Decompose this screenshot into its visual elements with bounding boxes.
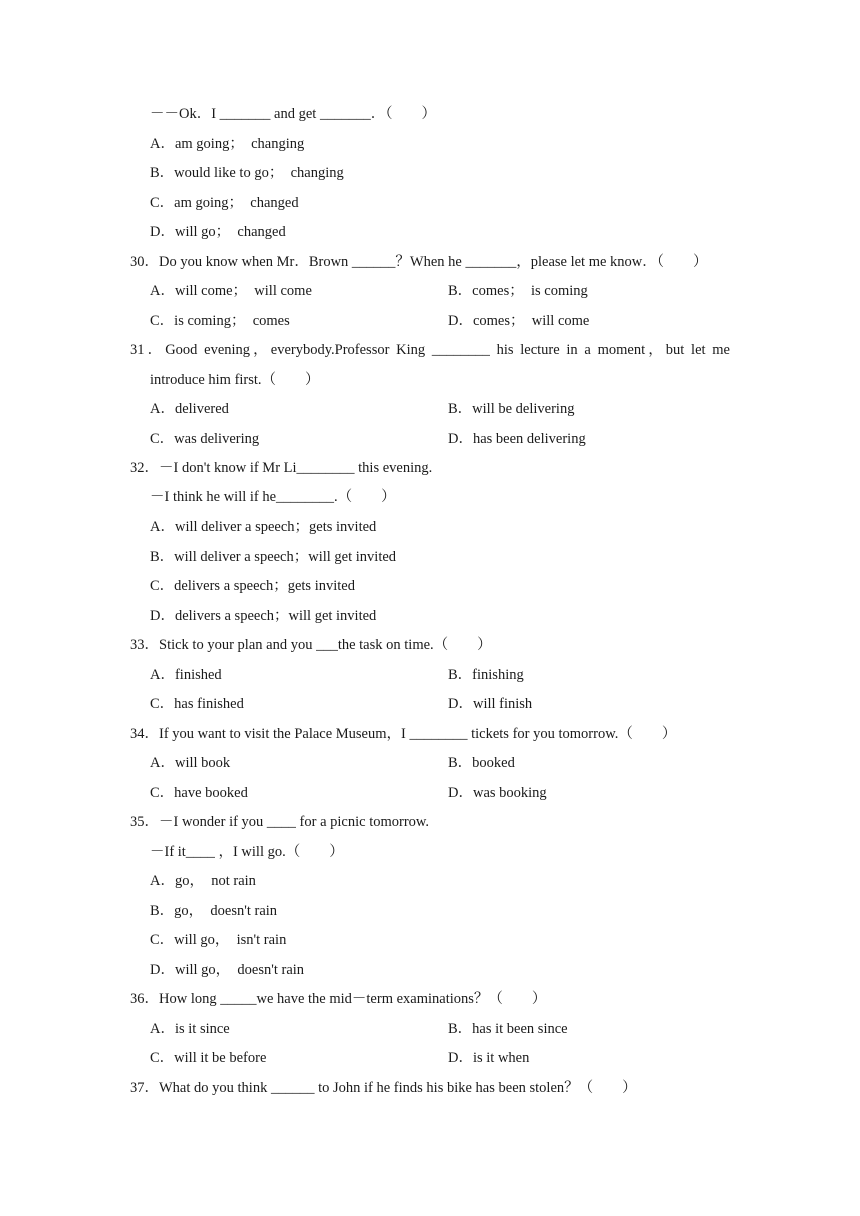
q32-stem-continued: －I think he will if he________.（ ）: [150, 489, 396, 505]
q36-option-c: C．will it be before: [150, 1050, 267, 1066]
q31-stem: 31．Good evening，everybody.Professor King ________ his lecture in a moment，but let me: [130, 342, 730, 358]
q32-option-a: A．will deliver a speech；gets invited: [150, 519, 377, 535]
q30-stem: 30．Do you know when Mr．Brown ______？When he _______，please let me know．（ ）: [130, 254, 708, 270]
q34-option-b: B．booked: [448, 755, 515, 771]
q29-option-d: D．will go； changed: [150, 224, 286, 240]
q34-option-a: A．will book: [150, 755, 231, 771]
q32-option-d: D．delivers a speech；will get invited: [150, 608, 377, 624]
q35-option-b: B．go， doesn't rain: [150, 903, 278, 919]
q36-option-a: A．is it since: [150, 1021, 230, 1037]
q30-option-d: D．comes； will come: [448, 313, 590, 329]
q36-option-b: B．has it been since: [448, 1021, 568, 1037]
q30-option-a: A．will come； will come: [150, 283, 312, 299]
q32-option-c: C．delivers a speech；gets invited: [150, 578, 355, 594]
q35-stem: 35．－I wonder if you ____ for a picnic tomorrow.: [130, 814, 430, 830]
q31-option-b: B．will be delivering: [448, 401, 575, 417]
q32-stem: 32．－I don't know if Mr Li________ this evening.: [130, 460, 433, 476]
q29-option-c: C．am going； changed: [150, 195, 299, 211]
q29-option-b: B．would like to go； changing: [150, 165, 344, 181]
q29-option-a: A．am going； changing: [150, 136, 305, 152]
q31-stem-continued: introduce him first.（ ）: [150, 372, 320, 388]
q33-stem: 33．Stick to your plan and you ___the task on time.（ ）: [130, 637, 492, 653]
q36-stem: 36．How long _____we have the mid－term examinations？（ ）: [130, 991, 547, 1007]
q36-option-d: D．is it when: [448, 1050, 530, 1066]
q35-option-a: A．go， not rain: [150, 873, 256, 889]
q33-option-d: D．will finish: [448, 696, 533, 712]
q35-option-d: D．will go， doesn't rain: [150, 962, 305, 978]
q31-option-a: A．delivered: [150, 401, 229, 417]
q35-stem-continued: －If it____ ，I will go.（ ）: [150, 844, 344, 860]
q34-option-d: D．was booking: [448, 785, 547, 801]
q33-option-b: B．finishing: [448, 667, 524, 683]
q34-stem: 34．If you want to visit the Palace Museum，I ________ tickets for you tomorrow.（ ）: [130, 726, 677, 742]
q37-stem: 37．What do you think ______ to John if he finds his bike has been stolen？（ ）: [130, 1080, 637, 1096]
q32-option-b: B．will deliver a speech；will get invited: [150, 549, 397, 565]
q30-option-c: C．is coming； comes: [150, 313, 290, 329]
q35-option-c: C．will go， isn't rain: [150, 932, 287, 948]
q30-option-b: B．comes； is coming: [448, 283, 588, 299]
q29-continuation: －－Ok．I _______ and get _______．（ ）: [150, 106, 436, 122]
q33-option-c: C．has finished: [150, 696, 244, 712]
q33-option-a: A．finished: [150, 667, 222, 683]
q31-option-c: C．was delivering: [150, 431, 260, 447]
q34-option-c: C．have booked: [150, 785, 248, 801]
q31-option-d: D．has been delivering: [448, 431, 586, 447]
